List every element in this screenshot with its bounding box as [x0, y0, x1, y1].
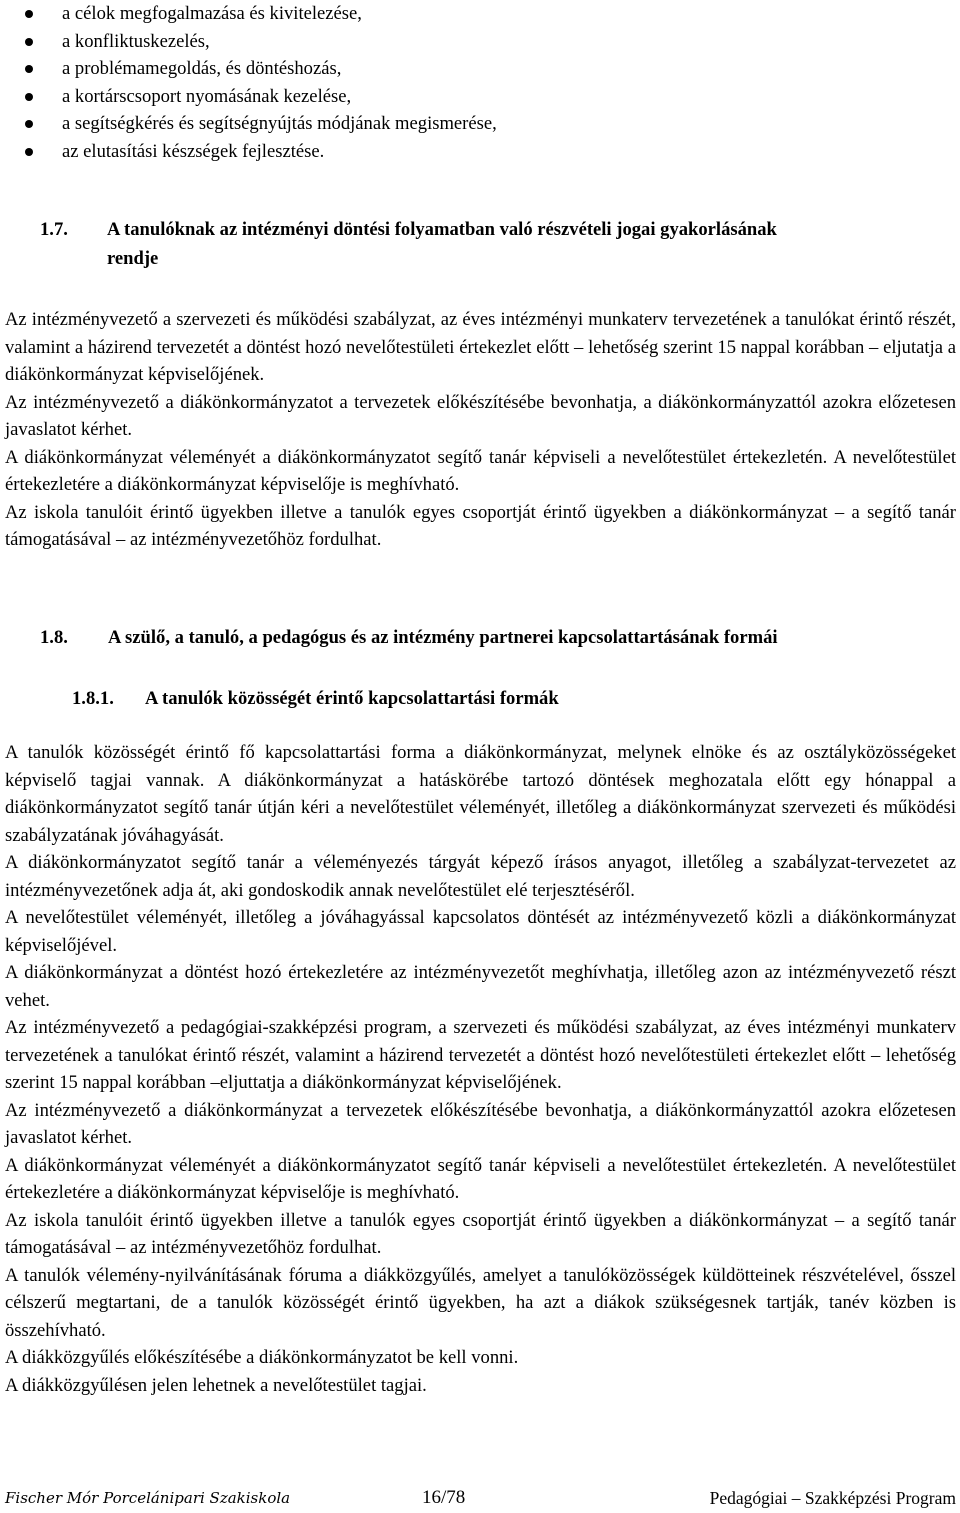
section-number: 1.7. — [40, 219, 68, 240]
paragraph: Az iskola tanulóit érintő ügyekben illetve a tanulók egyes csoportját érintő ügyekben a diákönkormányzat – a segítő tanár támogatásával – az intézményvezetőhöz fordulhat. — [5, 1209, 956, 1258]
paragraph: Az intézményvezető a diákönkormányzatot a tervezetek előkészítésébe bevonhatja, a diákönkormányzattól azokra előzetesen javaslatot kérhet. — [5, 391, 956, 440]
paragraph: Az iskola tanulóit érintő ügyekben illetve a tanulók egyes csoportját érintő ügyekben a diákönkormányzat – a segítő tanár támogatásával – az intézményvezetőhöz fordulhat. — [5, 501, 956, 550]
bullet-dot-icon — [25, 65, 33, 73]
section-1-7-body — [5, 306, 956, 554]
paragraph: A tanulók közösségét érintő fő kapcsolattartási forma a diákönkormányzat, melynek elnöke és az osztályközösségeket képviselő tagjai vannak. A diákönkormányzat a hatáskörébe tartozó döntések meghozatala előtt egy hónappal a diákönkormányzatot segítő tanár útján kéri a nevelőtestület véleményét, illetőleg a diákönkormányzat szervezeti és működési szabályzatának jóváhagyását. — [5, 742, 956, 846]
paragraph: Az intézményvezető a diákönkormányzat a tervezetek előkészítésébe bevonhatja, a diákönkormányzattól azokra előzetesen javaslatot kérhet. — [5, 1099, 956, 1148]
section-title-continued: rendje — [107, 248, 159, 269]
paragraph: A nevelőtestület véleményét, illetőleg a jóváhagyással kapcsolatos döntését az intézményvezető közli a diákönkormányzat képviselőjével. — [5, 907, 956, 956]
list-item: a problémamegoldás, és döntéshozás, — [0, 55, 960, 83]
bullet-list — [0, 0, 960, 165]
paragraph: A diákközgyűlésen jelen lehetnek a nevelőtestület tagjai. — [5, 1374, 427, 1396]
list-item: az elutasítási készségek fejlesztése. — [0, 138, 960, 166]
section-1-7-heading — [40, 216, 960, 274]
paragraph: A diákönkormányzat véleményét a diákönkormányzatot segítő tanár képviseli a nevelőtestület értekezletén. A nevelőtestület értekezletére a diákönkormányzat képviselője is meghívható. — [5, 1154, 956, 1203]
section-title: A szülő, a tanuló, a pedagógus és az intézmény partnerei kapcsolattartásának formái — [108, 627, 778, 648]
footer-program-title: Pedagógiai – Szakképzési Program — [709, 1488, 956, 1508]
paragraph: A diákönkormányzat véleményét a diákönkormányzatot segítő tanár képviseli a nevelőtestület értekezletén. A nevelőtestület értekezletére a diákönkormányzat képviselője is meghívható. — [5, 446, 956, 495]
list-item: a konfliktuskezelés, — [0, 28, 960, 56]
section-1-8-1-body — [5, 739, 956, 1399]
footer-school-name: Fischer Mór Porcelánipari Szakiskola — [5, 1489, 291, 1507]
bullet-dot-icon — [25, 10, 33, 18]
list-item: a segítségkérés és segítségnyújtás módjának megismerése, — [0, 110, 960, 138]
section-1-8-1-heading — [72, 685, 952, 713]
paragraph: Az intézményvezető a szervezeti és működési szabályzat, az éves intézményi munkaterv tervezetének a tanulókat érintő részét, valamint a házirend tervezetét a döntést hozó nevelőtestületi értekezlet előtt – lehetőség szerint 15 nappal korábban – eljutatja a diákönkormányzat képviselőjének. — [5, 309, 956, 385]
list-item: a célok megfogalmazása és kivitelezése, — [0, 0, 960, 28]
section-1-8-heading — [40, 624, 960, 652]
paragraph: A diákközgyűlés előkészítésébe a diákönkormányzatot be kell vonni. — [5, 1347, 519, 1368]
paragraph: Az intézményvezető a pedagógiai-szakképzési program, a szervezeti és működési szabályzat, az éves intézményi munkaterv tervezetének a tanulókat érintő részét, valamint a házirend tervezetét a döntést hozó nevelőtestületi értekezlet előtt – lehetőség szerint 15 nappal korábban –eljuttatja a diákönkormányzat képviselőjének. — [5, 1017, 956, 1093]
section-number: 1.8.1. — [72, 688, 114, 709]
section-title: A tanulóknak az intézményi döntési folyamatban való részvételi jogai gyakorlásának — [107, 219, 777, 240]
footer-page-number: 16/78 — [422, 1487, 466, 1508]
section-number: 1.8. — [40, 627, 68, 648]
list-item: a kortárscsoport nyomásának kezelése, — [0, 83, 960, 111]
bullet-dot-icon — [25, 148, 33, 156]
bullet-dot-icon — [25, 38, 33, 46]
paragraph: A diákönkormányzat a döntést hozó értekezletére az intézményvezetőt meghívhatja, illetőleg azon az intézményvezető részt vehet. — [5, 962, 956, 1011]
page-footer — [5, 1486, 956, 1510]
paragraph: A tanulók vélemény-nyilvánításának fóruma a diákközgyűlés, amelyet a tanulóközösségek küldötteinek részvételével, ősszel célszerű megtartani, de a tanulók közösségét érintő ügyekben, ha azt a diákok szükségesnek tartják, tanév közben is összehívható. — [5, 1264, 956, 1341]
bullet-dot-icon — [25, 120, 33, 128]
bullet-dot-icon — [25, 93, 33, 101]
section-title: A tanulók közösségét érintő kapcsolattartási formák — [145, 688, 559, 709]
paragraph: A diákönkormányzatot segítő tanár a véleményezés tárgyát képező írásos anyagot, illetőleg a szabályzat-tervezetet az intézményvezetőnek adja át, aki gondoskodik annak nevelőtestület elé terjesztéséről. — [5, 852, 956, 901]
